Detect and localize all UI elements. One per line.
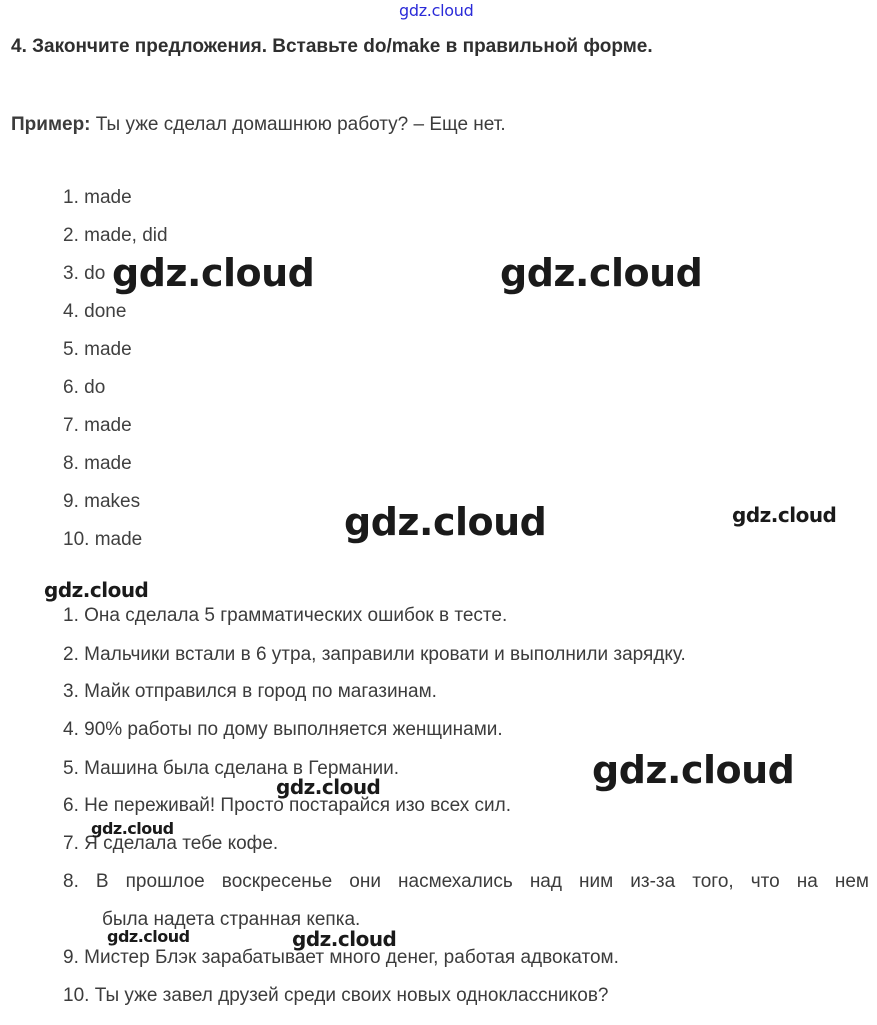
translation-item: 9. Мистер Блэк зарабатывает много денег, работая адвокатом. — [63, 947, 619, 968]
answer-item: 10. made — [63, 529, 143, 550]
translation-item: 1. Она сделала 5 грамматических ошибок в тесте. — [63, 605, 508, 626]
watermark: gdz.cloud — [344, 500, 547, 544]
watermark: gdz.cloud — [592, 748, 795, 792]
answer-item: 7. made — [63, 415, 132, 436]
watermark: gdz.cloud — [91, 819, 174, 838]
translation-item: 6. Не переживай! Просто постарайся изо всех сил. — [63, 795, 512, 816]
example-line — [11, 114, 506, 136]
example-text: Ты уже сделал домашнюю работу? – Еще нет. — [95, 114, 506, 135]
answer-item: 8. made — [63, 453, 132, 474]
translation-item: 5. Машина была сделана в Германии. — [63, 758, 400, 779]
answer-item: 6. do — [63, 377, 106, 398]
task-title: 4. Закончите предложения. Вставьте do/make в правильной форме. — [11, 36, 653, 57]
watermark: gdz.cloud — [112, 251, 315, 295]
watermark: gdz.cloud — [732, 503, 837, 527]
header-watermark: gdz.cloud — [399, 1, 474, 20]
watermark: gdz.cloud — [44, 578, 149, 602]
answer-item: 1. made — [63, 187, 132, 208]
answer-item: 5. made — [63, 339, 132, 360]
translation-item: 10. Ты уже завел друзей среди своих новых одноклассников? — [63, 985, 609, 1006]
answer-item: 2. made, did — [63, 225, 168, 246]
watermark: gdz.cloud — [276, 775, 381, 799]
translation-item: 2. Мальчики встали в 6 утра, заправили кровати и выполнили зарядку. — [63, 644, 686, 665]
translation-item: 8. В прошлое воскресенье они насмехались над ним из-за того, что на нем — [63, 871, 869, 892]
translation-item: 3. Майк отправился в город по магазинам. — [63, 681, 437, 702]
watermark: gdz.cloud — [500, 251, 703, 295]
answer-item: 3. do — [63, 263, 106, 284]
answer-item: 9. makes — [63, 491, 141, 512]
example-label: Пример: — [11, 114, 91, 135]
translation-item: 7. Я сделала тебе кофе. — [63, 833, 279, 854]
translation-item: 4. 90% работы по дому выполняется женщинами. — [63, 719, 503, 740]
translation-continuation: была надета странная кепка. — [102, 909, 361, 930]
watermark: gdz.cloud — [107, 927, 190, 946]
answer-item: 4. done — [63, 301, 127, 322]
watermark: gdz.cloud — [292, 927, 397, 951]
